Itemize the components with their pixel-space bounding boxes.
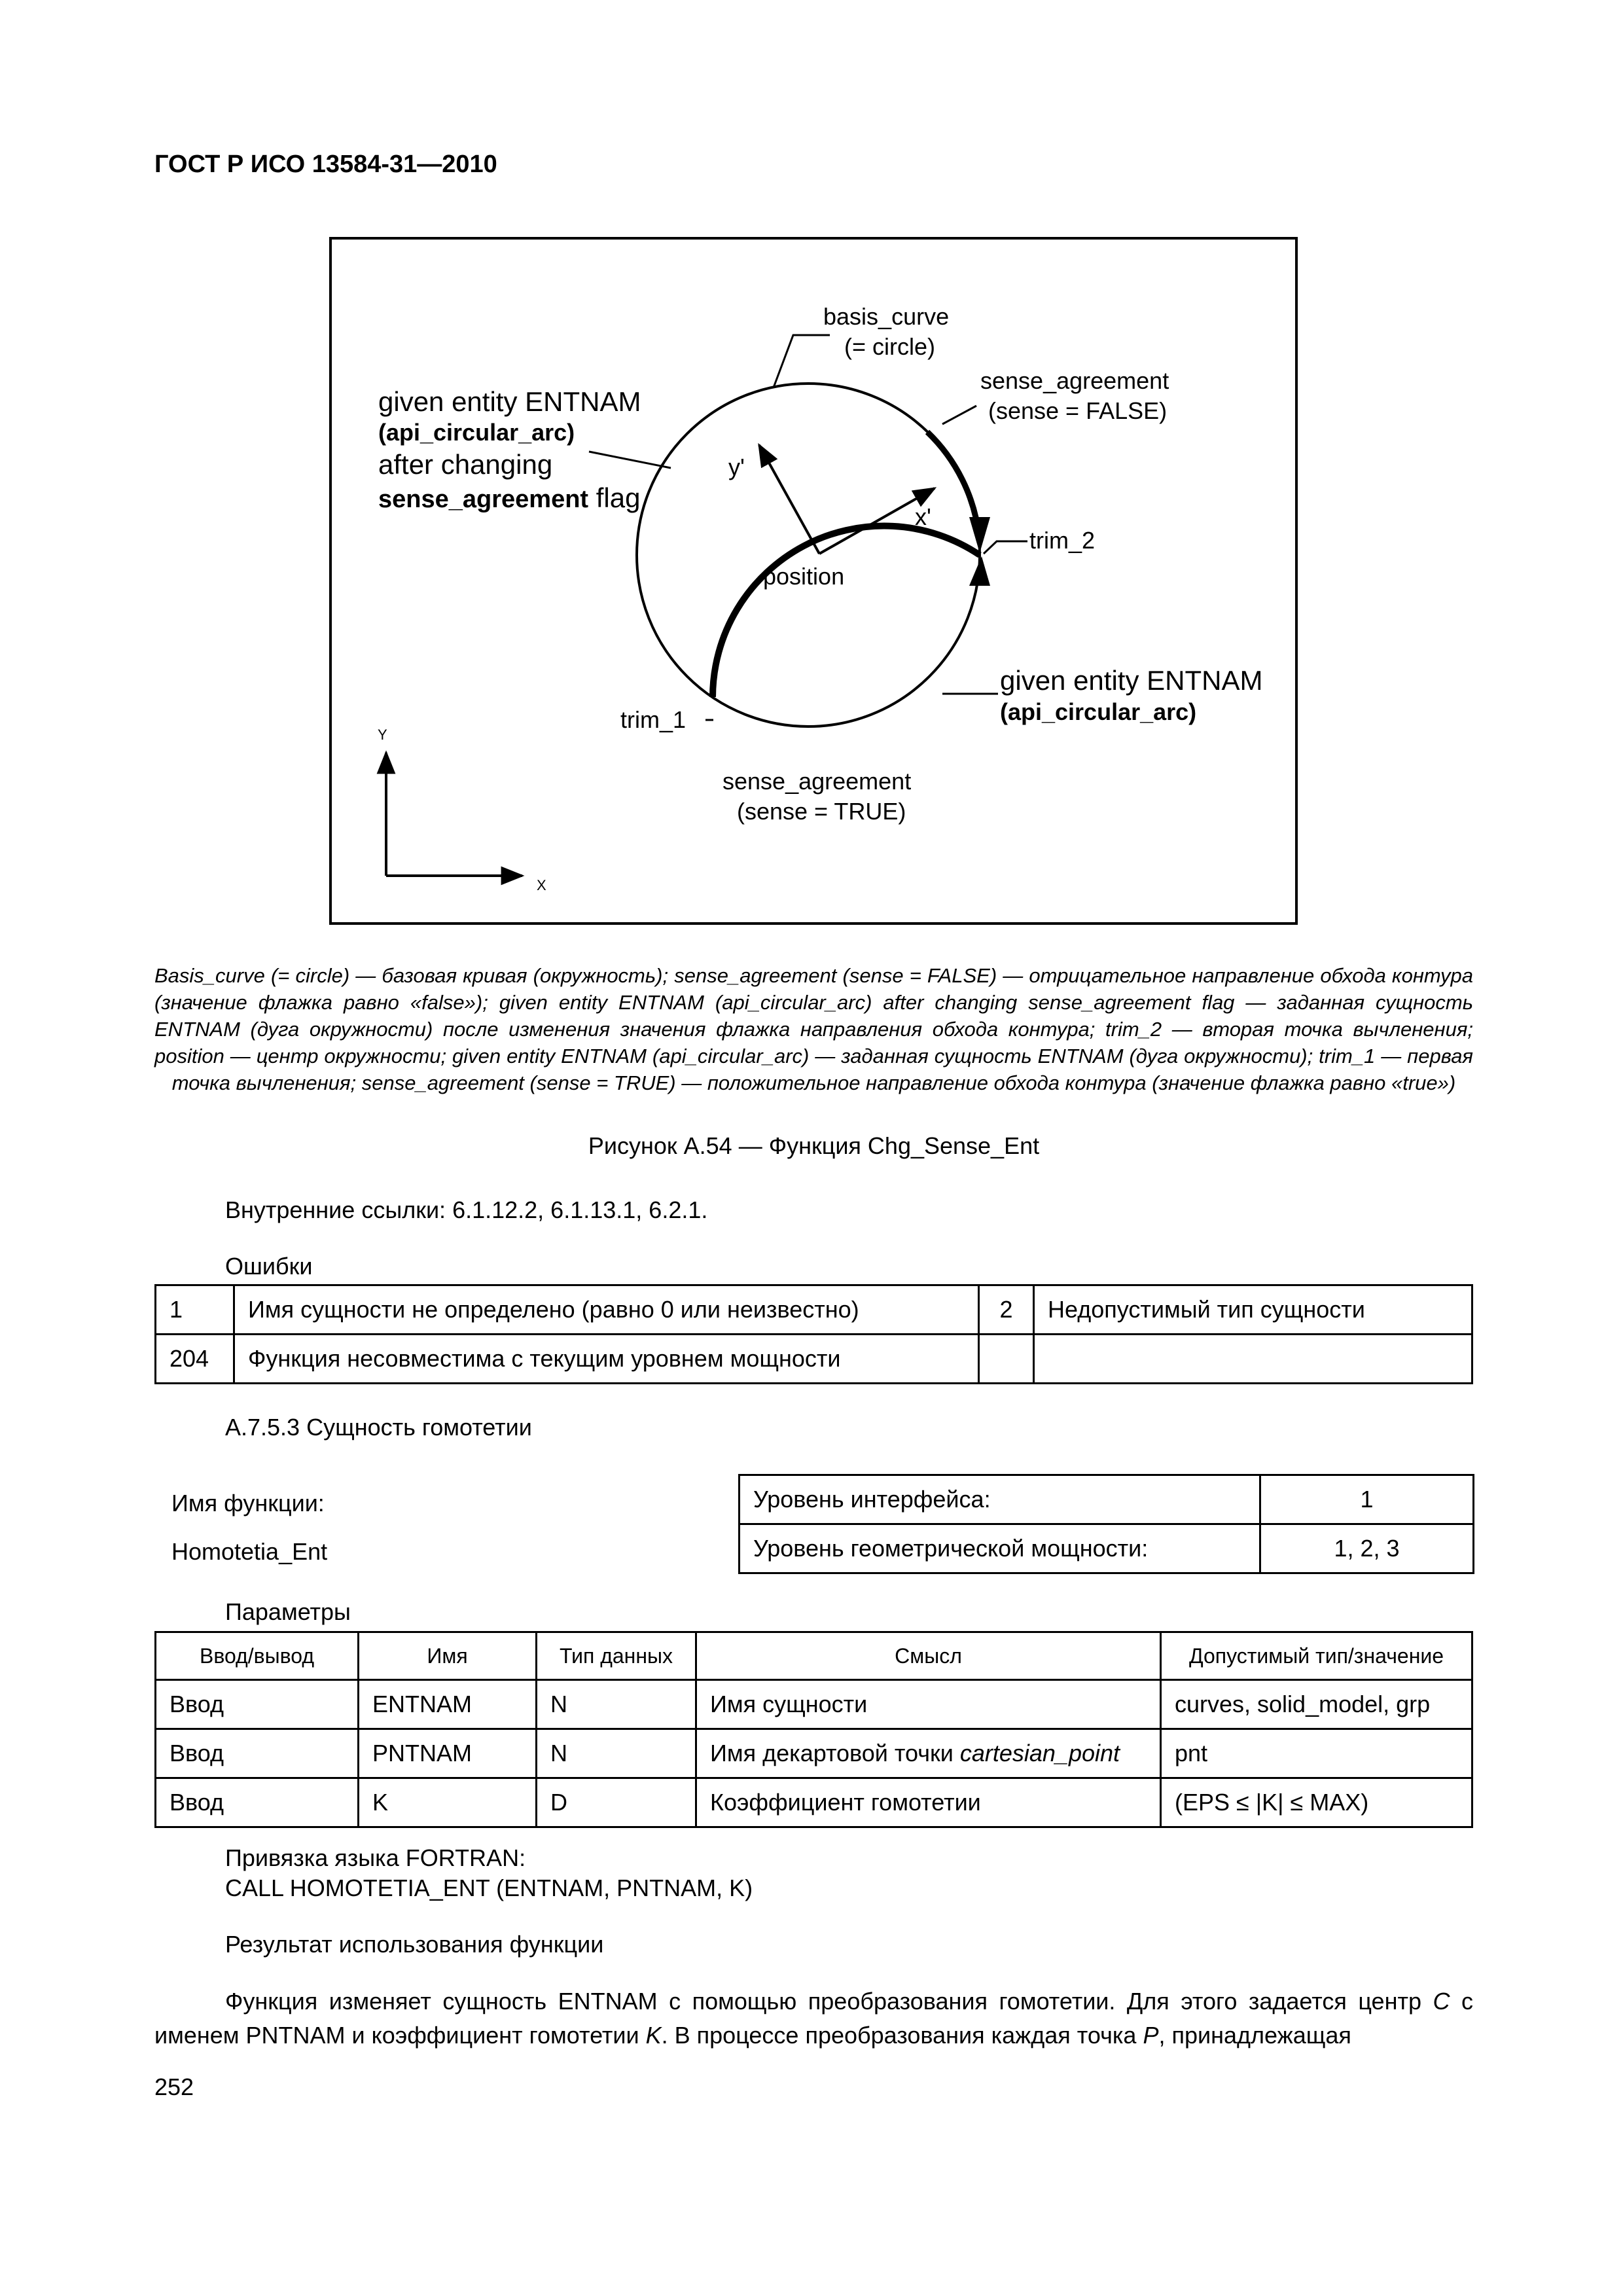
result-symbol: P [1143,2022,1159,2049]
label-given-after-3: after changing [378,449,553,480]
table-row [740,1475,1474,1524]
result-text-part: . В процессе преобразования каждая точка [661,2022,1143,2049]
param-meaning-text: Имя сущности [710,1691,868,1717]
param-meaning-text: Коэффициент гомотетии [710,1789,981,1816]
label-given-1: given entity ENTNAM [1000,665,1263,696]
params-table [154,1631,1473,1828]
result-symbol: K [645,2022,662,2049]
leader-given-after [589,452,671,468]
param-io: Ввод [156,1778,359,1827]
table-row [156,1285,1472,1335]
param-type: N [537,1729,696,1778]
label-sa-true-1: sense_agreement [722,768,912,795]
column-header: Допустимый тип/значение [1161,1632,1472,1680]
fortran-label: Привязка языка FORTRAN: [225,1844,526,1871]
param-name: K [359,1778,537,1827]
leader-basis-curve [774,335,830,387]
document-header: ГОСТ Р ИСО 13584-31—2010 [154,151,497,178]
figure-diagram [0,0,1623,929]
label-sa-false-1: sense_agreement [980,367,1169,394]
table-row [156,1335,1472,1384]
label-given-after-4: sense_agreement flag [378,482,641,513]
label-basis-curve-eq: (= circle) [844,333,936,360]
param-name: PNTNAM [359,1729,537,1778]
result-text-part: с именем PNTNAM и коэффициент гомотетии [154,1988,1473,2049]
label-axis-y: Y [378,726,387,743]
page-number: 252 [154,2073,194,2100]
label-given-after-1: given entity ENTNAM [378,386,641,417]
result-text-part: Функция изменяет сущность ENTNAM с помощью преобразования гомотетии. Для этого задается центр [225,1988,1433,2015]
param-type: N [537,1680,696,1729]
param-meaning [696,1729,1161,1778]
param-meaning-text: Имя декартовой точки [710,1740,960,1767]
level-label: Уровень геометрической мощности: [740,1524,1260,1573]
label-x-prime: x' [915,503,931,530]
levels-table [738,1474,1474,1574]
section-title: А.7.5.3 Сущность гомотетии [225,1414,532,1441]
local-y-axis [759,445,819,554]
errors-table [154,1284,1473,1384]
label-given-after-2: (api_circular_arc) [378,419,575,446]
level-value: 1, 2, 3 [1260,1524,1474,1573]
level-value: 1 [1260,1475,1474,1524]
internal-refs: Внутренние ссылки: 6.1.12.2, 6.1.13.1, 6.2.1. [225,1196,708,1223]
label-sa-true-2: (sense = TRUE) [737,798,906,825]
result-title: Результат использования функции [225,1931,604,1958]
param-meaning [696,1778,1161,1827]
function-name: Homotetia_Ent [171,1538,328,1565]
error-text: Имя сущности не определено (равно 0 или неизвестно) [234,1285,979,1335]
error-text: Недопустимый тип сущности [1034,1285,1472,1335]
label-sa-false-2: (sense = FALSE) [988,397,1168,424]
table-header-row [156,1632,1472,1680]
leader-sa-false [942,406,976,424]
leader-trim2 [984,541,1027,554]
label-y-prime: y' [728,454,745,480]
figure-title: Рисунок А.54 — Функция Chg_Sense_Ent [588,1132,1040,1159]
param-io: Ввод [156,1729,359,1778]
error-code: 1 [156,1285,234,1335]
error-text [1034,1335,1472,1384]
label-trim-2: trim_2 [1029,527,1096,554]
result-symbol: C [1433,1988,1450,2015]
column-header: Тип данных [537,1632,696,1680]
error-code [979,1335,1034,1384]
level-label: Уровень интерфейса: [740,1475,1260,1524]
param-meaning [696,1680,1161,1729]
column-header: Смысл [696,1632,1161,1680]
param-type: D [537,1778,696,1827]
figure-legend: Basis_curve (= circle) — базовая кривая (окружность); sense_agreement (sense = FALSE) — отрицательное направление обхода контура (значение флажка равно «false»); given entity ENTNAM (api_circular_arc) after changing sense_agreement flag — заданная сущность ENTNAM (дуга окружности) после изменения значения флажка направления обхода контура; trim_2 — вторая точка вычленения; position — центр окружности; given entity ENTNAM (api_circular_arc) — заданная сущность ENTNAM (дуга окружности); trim_1 — первая точка вычленения; sense_agreement (sense = TRUE) — положительное направление обхода контура (значение флажка равно «true») [154,964,1473,1094]
column-header: Имя [359,1632,537,1680]
label-position: position [763,563,845,590]
params-title: Параметры [225,1598,351,1625]
label-trim-1: trim_1 [620,706,687,733]
error-code: 204 [156,1335,234,1384]
table-row [156,1778,1472,1827]
error-text: Функция несовместима с текущим уровнем мощности [234,1335,979,1384]
param-meaning-emphasis: cartesian_point [959,1740,1120,1767]
param-io: Ввод [156,1680,359,1729]
table-row [156,1729,1472,1778]
param-allowed: curves, solid_model, grp [1161,1680,1472,1729]
errors-title: Ошибки [225,1253,313,1280]
label-basis-curve: basis_curve [823,303,950,330]
label-axis-x: X [537,877,546,893]
label-given-2: (api_circular_arc) [1000,698,1197,725]
table-row [156,1680,1472,1729]
result-paragraph [154,1984,1473,2053]
param-allowed: pnt [1161,1729,1472,1778]
table-row [740,1524,1474,1573]
arc-given [713,526,980,697]
param-name: ENTNAM [359,1680,537,1729]
fortran-call: CALL HOMOTETIA_ENT (ENTNAM, PNTNAM, K) [225,1874,753,1901]
function-name-label: Имя функции: [171,1490,325,1516]
result-text-part: , принадлежащая [1158,2022,1351,2049]
error-code: 2 [979,1285,1034,1335]
param-allowed: (EPS ≤ |K| ≤ MAX) [1161,1778,1472,1827]
column-header: Ввод/вывод [156,1632,359,1680]
